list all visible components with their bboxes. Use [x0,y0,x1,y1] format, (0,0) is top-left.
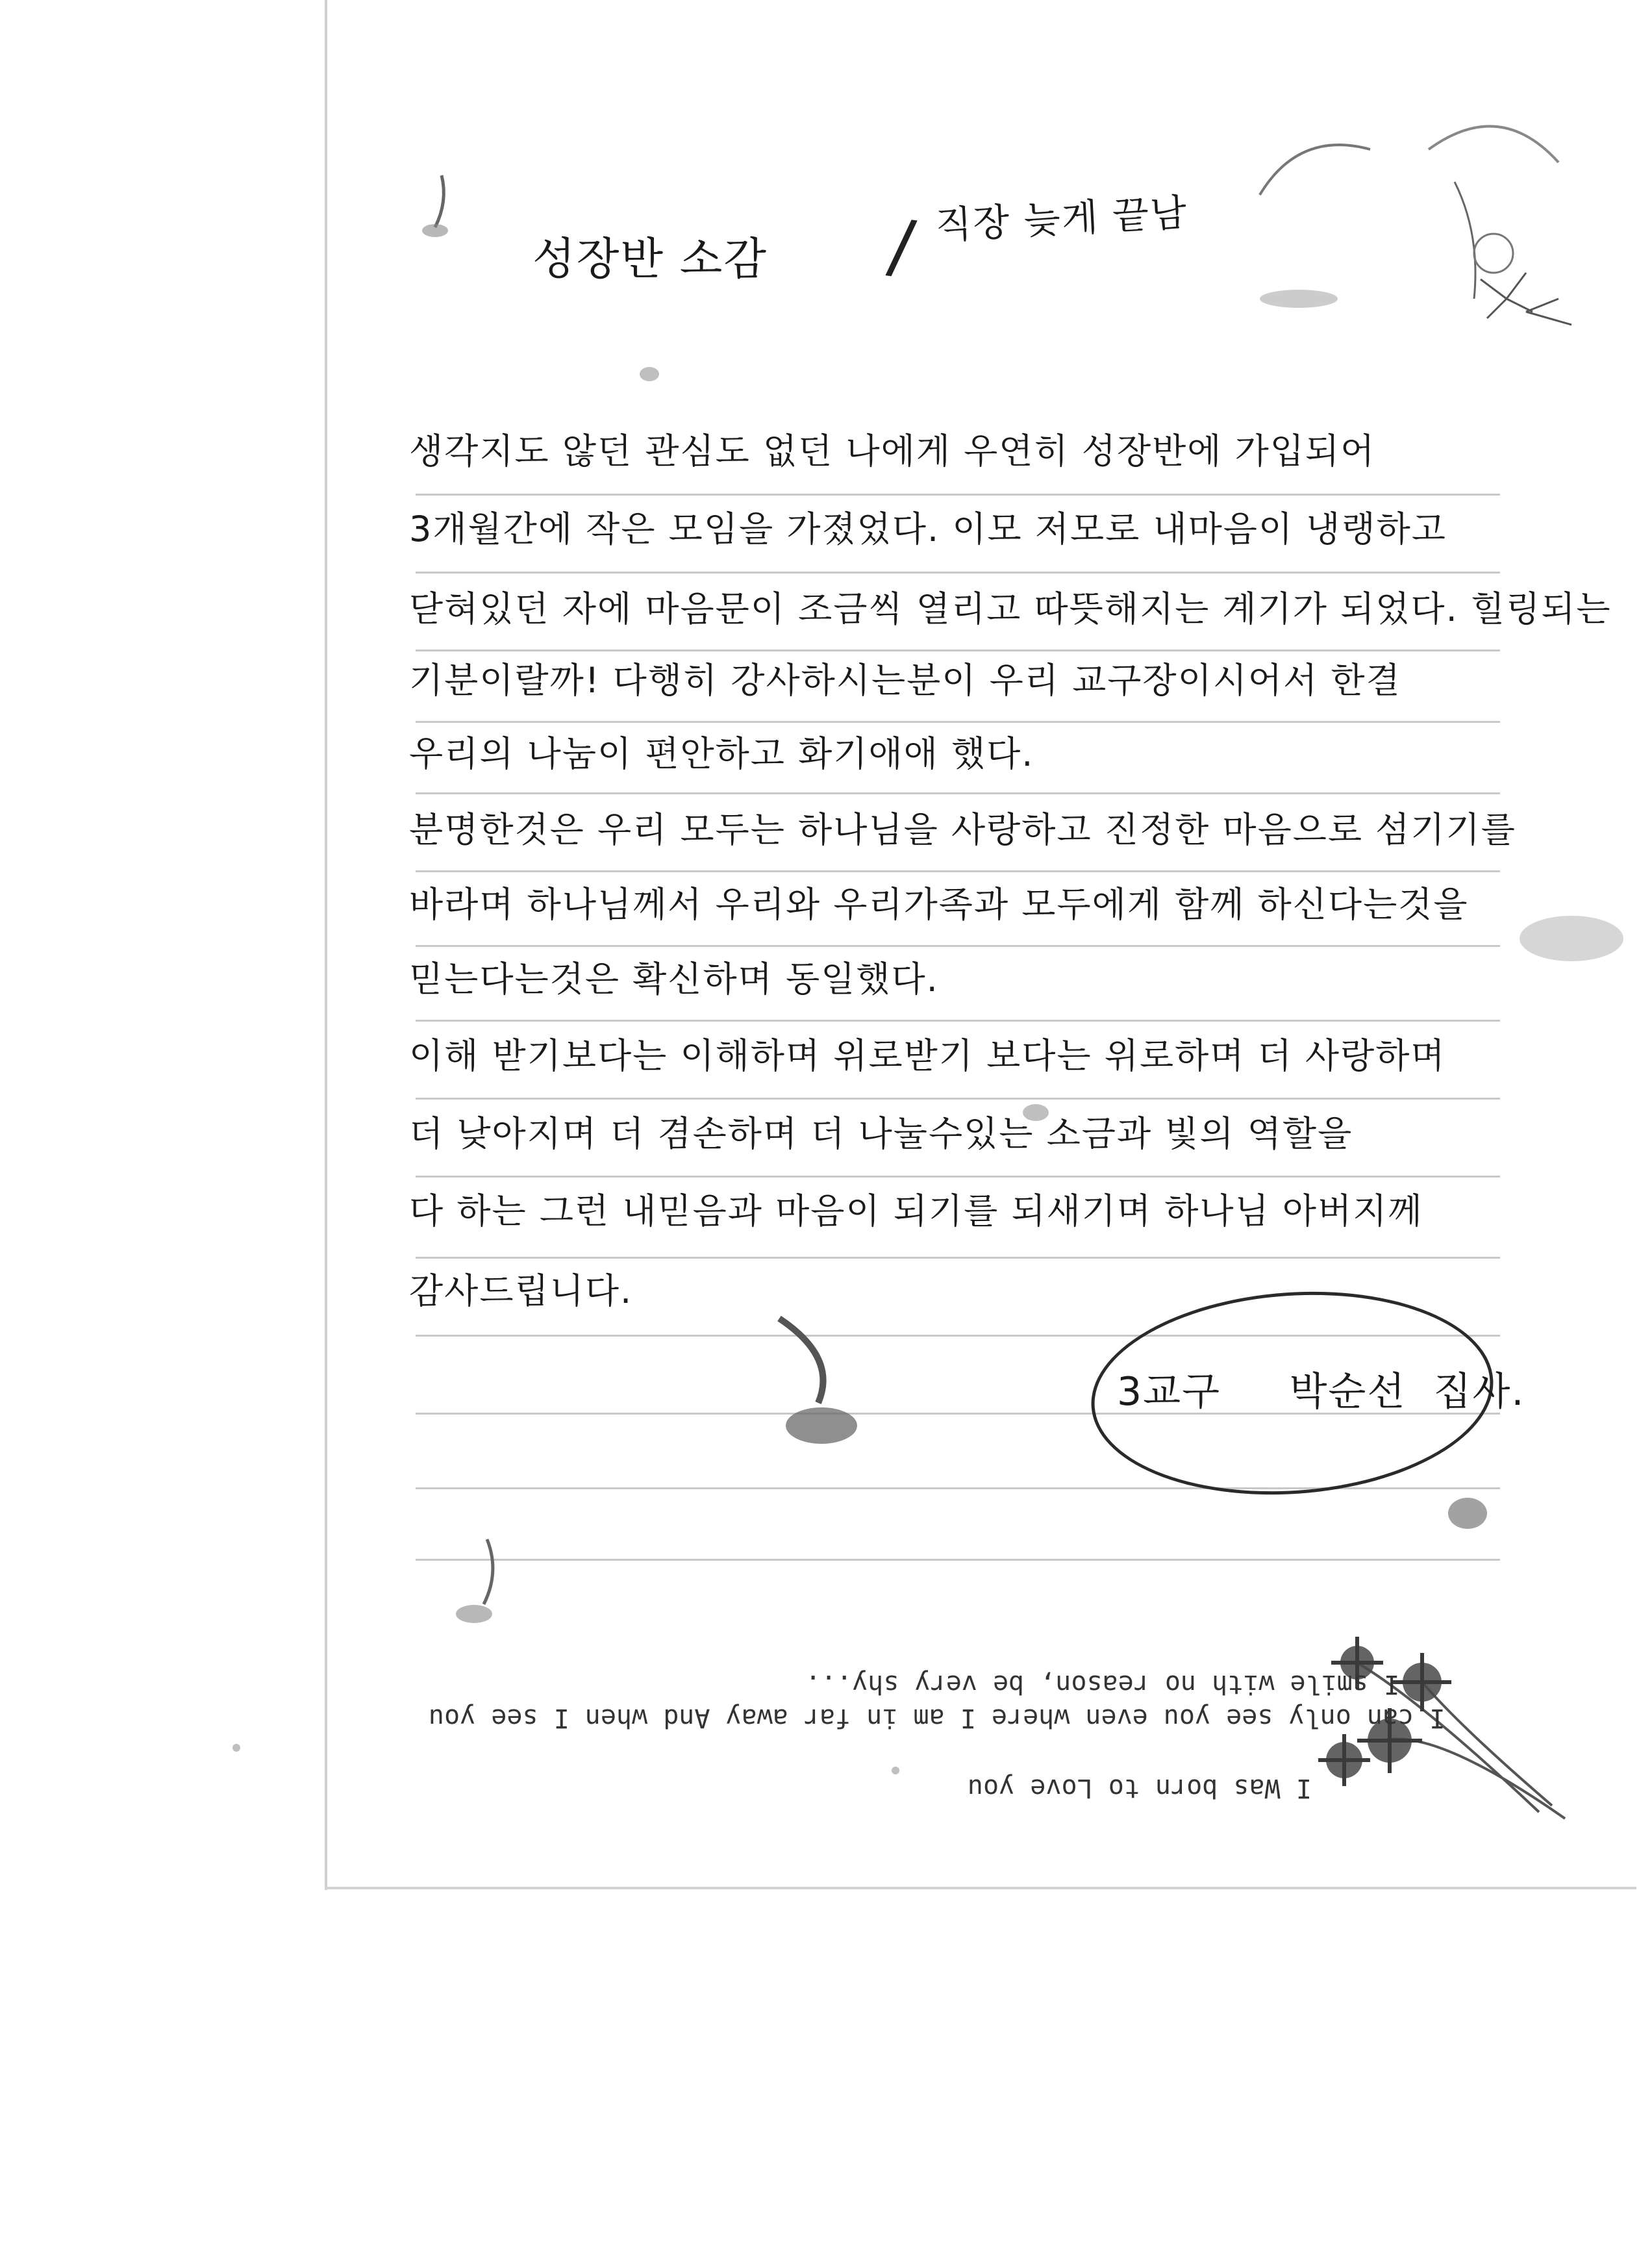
signature-district: 3교구 [1117,1369,1221,1415]
stationery-print-line-1: I smile with no reason, be very shy... [805,1669,1400,1699]
ruled-line [416,494,1500,496]
ruled-line [416,870,1500,872]
title-divider: / [884,203,921,290]
ink-dot [892,1767,899,1774]
page-title: 성장반 소감 [532,234,768,285]
ruled-line [416,945,1500,947]
signature [1117,1361,1525,1417]
ink-dot [232,1744,240,1752]
body-line-7: 바라며 하나님께서 우리와 우리가족과 모두에게 함께 하신다는것을 [409,884,1469,925]
body-line-11: 다 하는 그런 내믿음과 마음이 되기를 되새기며 하나님 아버지께 [409,1190,1423,1231]
body-line-4: 기분이랄까! 다행히 강사하시는분이 우리 교구장이시어서 한결 [409,660,1401,701]
body-line-8: 믿는다는것은 확신하며 동일했다. [409,959,939,1000]
body-line-12: 감사드립니다. [409,1270,633,1311]
ink-smudge [1520,916,1623,961]
body-line-1: 생각지도 않던 관심도 없던 나에게 우연히 성장반에 가입되어 [409,431,1376,472]
music-note-icon [448,1533,519,1637]
music-note-icon [766,1305,870,1448]
body-line-3: 닫혀있던 자에 마음문이 조금씩 열리고 따뜻해지는 계기가 되었다. 힐링되는 [409,588,1612,629]
stationery-print-line-3: I Was born to Love you [968,1773,1312,1803]
ruled-line [416,1098,1500,1100]
body-line-5: 우리의 나눔이 편안하고 화기애애 했다. [409,733,1034,774]
dandelion-illustration [1221,104,1584,338]
music-note-icon [416,169,474,247]
ruled-line [416,792,1500,794]
body-line-10: 더 낮아지며 더 겸손하며 더 나눌수있는 소금과 빛의 역할을 [409,1113,1353,1154]
ruled-line [416,572,1500,573]
sheet-bottom-edge [325,1887,1636,1889]
stationery-print-line-2: I can only see you even where I am in far away And when I see you [429,1703,1446,1733]
title-note: 직장 늦게 끝남 [934,190,1189,248]
ruled-line [416,1020,1500,1022]
ruled-line [416,1559,1500,1561]
body-line-2: 3개월간에 작은 모임을 가졌었다. 이모 저모로 내마음이 냉랭하고 [409,509,1447,549]
ruled-line [416,1257,1500,1259]
ruled-line [416,1176,1500,1178]
ink-smudge [640,367,659,381]
signature-name: 박순선 [1289,1369,1407,1415]
signature-title: 집사. [1433,1369,1525,1415]
music-note-icon [1429,1468,1500,1546]
ruled-line [416,721,1500,723]
body-line-6: 분명한것은 우리 모두는 하나님을 사랑하고 진정한 마음으로 섬기기를 [409,809,1516,850]
ruled-line [416,649,1500,651]
body-line-9: 이해 받기보다는 이해하며 위로받기 보다는 위로하며 더 사랑하며 [409,1035,1446,1076]
